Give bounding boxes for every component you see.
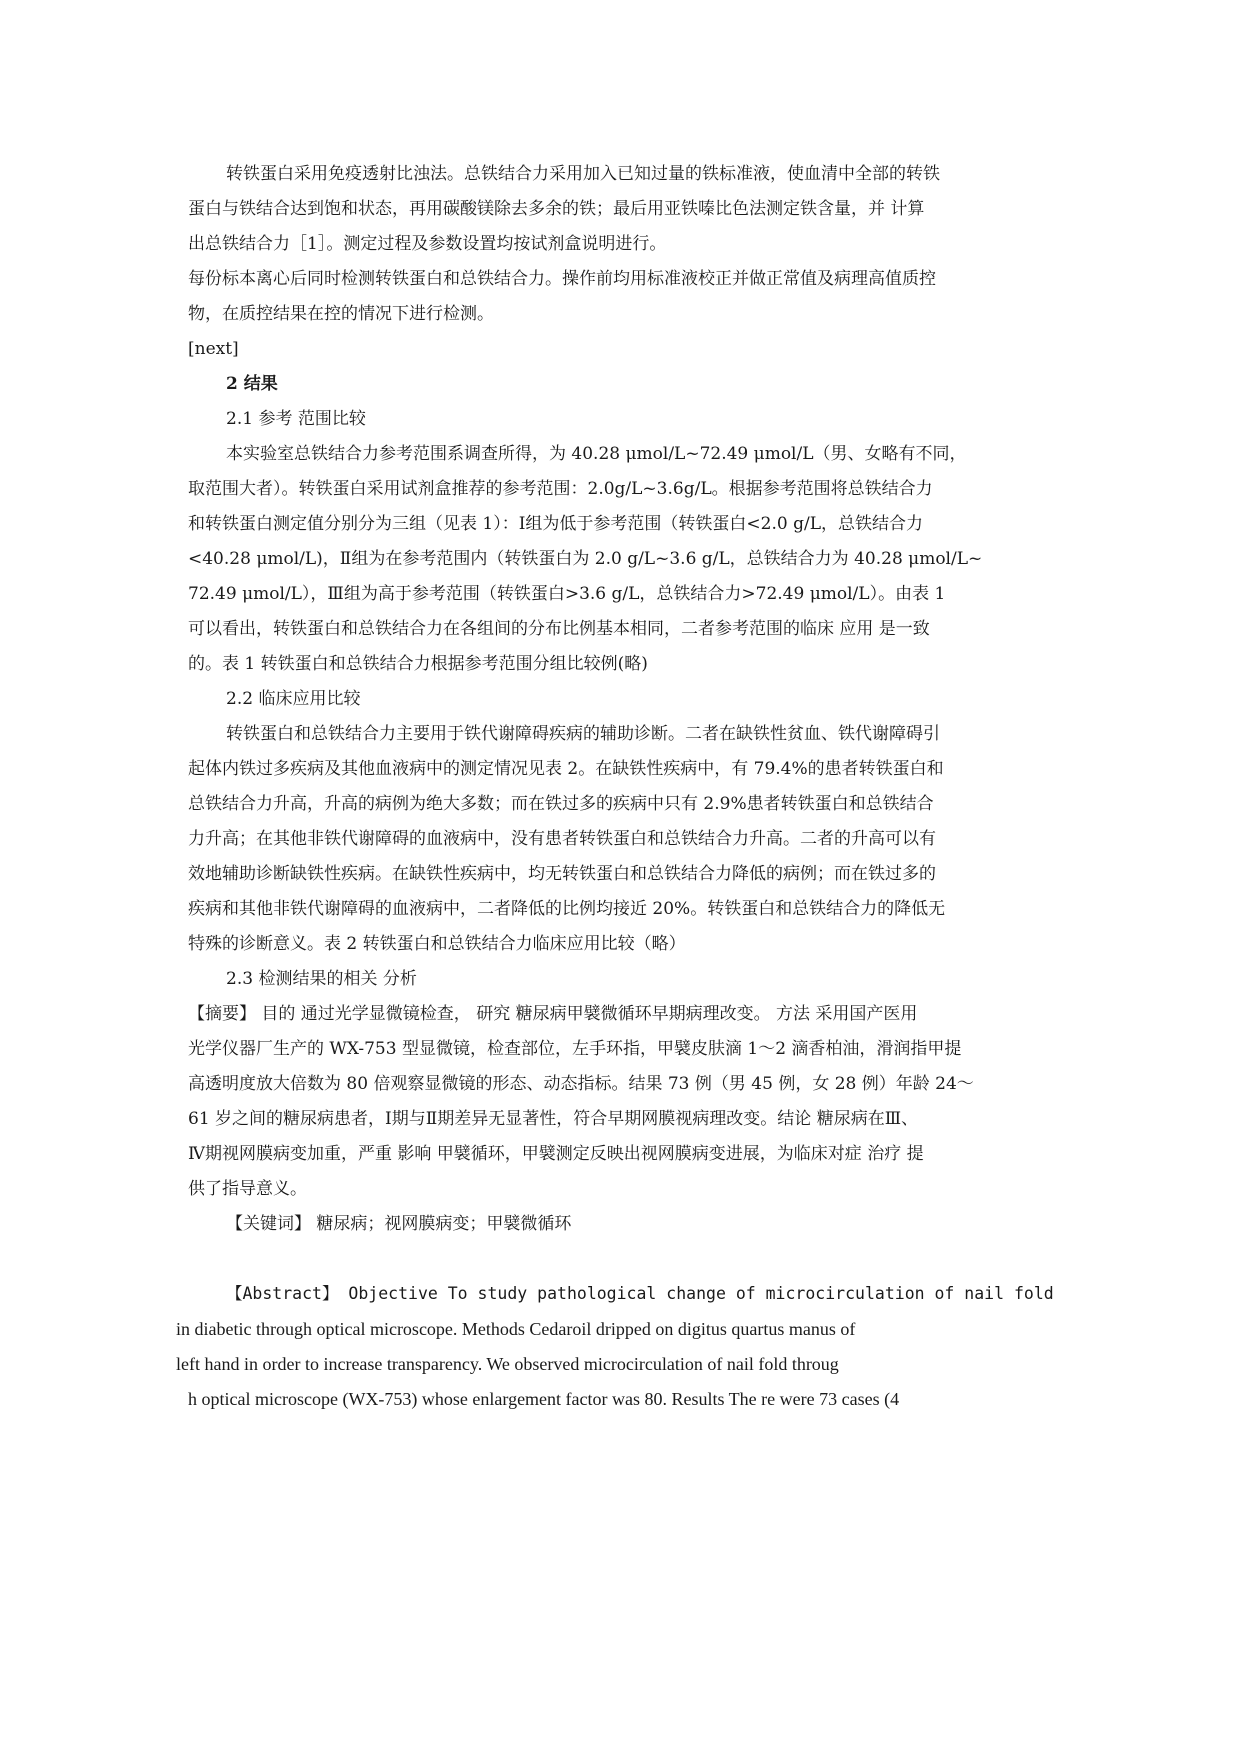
- paragraph-line: 和转铁蛋白测定值分别分为三组（见表 1）：Ⅰ组为低于参考范围（转铁蛋白<2.0 g/L，总铁结合力: [188, 514, 924, 534]
- paragraph-line: 可以看出，转铁蛋白和总铁结合力在各组间的分布比例基本相同，二者参考范围的临床 应用 是一致: [188, 619, 930, 639]
- abstract-cn-line: 【摘要】 目的 通过光学显微镜检查， 研究 糖尿病甲襞微循环早期病理改变。 方法 采用国产医用: [188, 1004, 918, 1024]
- subsection-heading: 2.1 参考 范围比较: [226, 409, 366, 429]
- paragraph-line: 72.49 μmol/L），Ⅲ组为高于参考范围（转铁蛋白>3.6 g/L，总铁结合力>72.49 μmol/L）。由表 1: [188, 584, 946, 604]
- section-heading: 2 结果: [226, 374, 278, 394]
- paragraph-line: 总铁结合力升高，升高的病例为绝大多数；而在铁过多的疾病中只有 2.9%患者转铁蛋白和总铁结合: [188, 794, 934, 814]
- abstract-cn-line: Ⅳ期视网膜病变加重，严重 影响 甲襞循环，甲襞测定反映出视网膜病变进展，为临床对症 治疗 提: [188, 1144, 924, 1164]
- abstract-cn-line: 供了指导意义。: [188, 1179, 307, 1199]
- subsection-heading: 2.3 检测结果的相关 分析: [226, 969, 417, 989]
- paragraph-line: 每份标本离心后同时检测转铁蛋白和总铁结合力。操作前均用标准液校正并做正常值及病理高值质控: [188, 269, 936, 289]
- abstract-en-line: 【Abstract】 Objective To study pathological change of microcirculation of nail fold: [226, 1284, 1054, 1303]
- subsection-heading: 2.2 临床应用比较: [226, 689, 361, 709]
- paragraph-line: 效地辅助诊断缺铁性疾病。在缺铁性疾病中，均无转铁蛋白和总铁结合力降低的病例；而在铁过多的: [188, 864, 936, 884]
- paragraph-line: 物，在质控结果在控的情况下进行检测。: [188, 304, 494, 324]
- abstract-cn-line: 61 岁之间的糖尿病患者，Ⅰ期与Ⅱ期差异无显著性，符合早期网膜视病理改变。结论 糖尿病在Ⅲ、: [188, 1109, 919, 1129]
- paragraph-line: <40.28 μmol/L)，Ⅱ组为在参考范围内（转铁蛋白为 2.0 g/L~3.6 g/L，总铁结合力为 40.28 μmol/L~: [188, 549, 983, 569]
- paragraph-line: 疾病和其他非铁代谢障碍的血液病中，二者降低的比例均接近 20%。转铁蛋白和总铁结合力的降低无: [188, 899, 946, 919]
- paragraph-line: 取范围大者）。转铁蛋白采用试剂盒推荐的参考范围：2.0g/L~3.6g/L。根据参考范围将总铁结合力: [188, 479, 933, 499]
- paragraph-line: 出总铁结合力［1］。测定过程及参数设置均按试剂盒说明进行。: [188, 234, 667, 254]
- abstract-en-line: h optical microscope (WX-753) whose enlargement factor was 80. Results The re were 73 cases (4: [188, 1389, 900, 1409]
- paragraph-line: 转铁蛋白和总铁结合力主要用于铁代谢障碍疾病的辅助诊断。二者在缺铁性贫血、铁代谢障碍引: [226, 724, 940, 744]
- abstract-en-line: left hand in order to increase transparency. We observed microcirculation of nail fold throug: [176, 1354, 839, 1374]
- paragraph-line: 特殊的诊断意义。表 2 转铁蛋白和总铁结合力临床应用比较（略）: [188, 934, 686, 954]
- abstract-cn-line: 高透明度放大倍数为 80 倍观察显微镜的形态、动态指标。结果 73 例（男 45 例，女 28 例）年龄 24～: [188, 1074, 974, 1094]
- abstract-cn-line: 光学仪器厂生产的 WX-753 型显微镜，检查部位，左手环指，甲襞皮肤滴 1～2 滴香柏油，滑润指甲提: [188, 1039, 962, 1059]
- paragraph-line: 的。表 1 转铁蛋白和总铁结合力根据参考范围分组比较例(略): [188, 654, 648, 674]
- next-marker: [next]: [188, 339, 239, 359]
- paragraph-line: 蛋白与铁结合达到饱和状态，再用碳酸镁除去多余的铁；最后用亚铁嗪比色法测定铁含量，并 计算: [188, 199, 925, 219]
- keywords-line: 【关键词】 糖尿病；视网膜病变；甲襞微循环: [226, 1214, 572, 1234]
- paragraph-line: 转铁蛋白采用免疫透射比浊法。总铁结合力采用加入已知过量的铁标准液，使血清中全部的转铁: [226, 164, 940, 184]
- paragraph-line: 本实验室总铁结合力参考范围系调查所得，为 40.28 μmol/L~72.49 μmol/L（男、女略有不同，: [226, 444, 967, 464]
- paragraph-line: 力升高；在其他非铁代谢障碍的血液病中，没有患者转铁蛋白和总铁结合力升高。二者的升高可以有: [188, 829, 936, 849]
- abstract-en-line: in diabetic through optical microscope. Methods Cedaroil dripped on digitus quartus manus of: [176, 1319, 856, 1339]
- paragraph-line: 起体内铁过多疾病及其他血液病中的测定情况见表 2。在缺铁性疾病中，有 79.4%的患者转铁蛋白和: [188, 759, 944, 779]
